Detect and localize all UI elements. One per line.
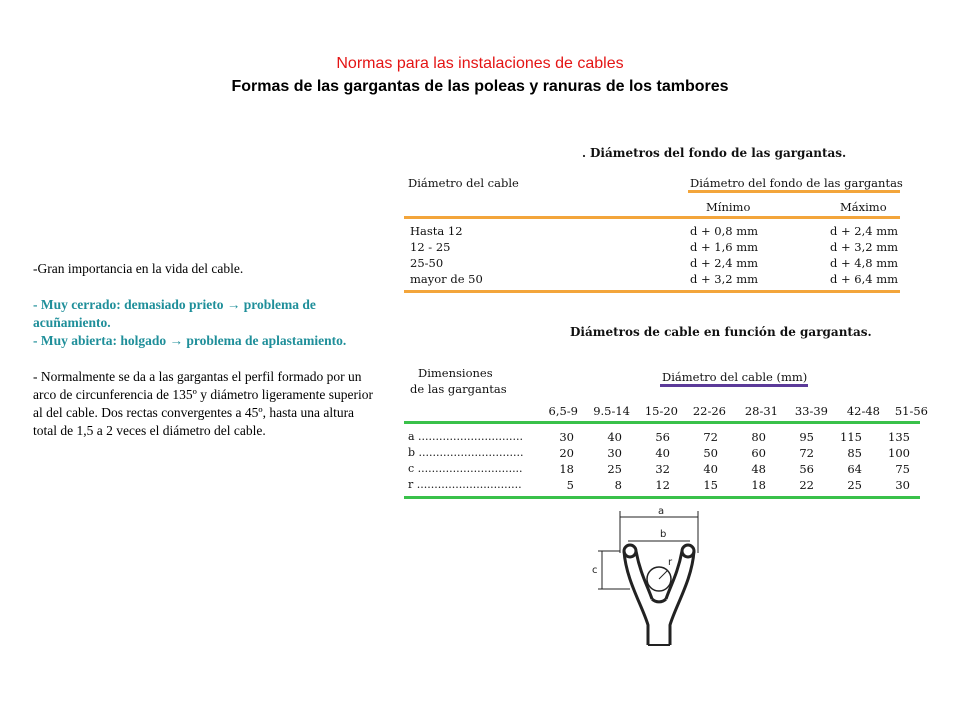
table1-subheader-rule [688, 190, 900, 193]
table1-title: Diámetros del fondo de las gargantas. [590, 146, 847, 160]
note-muy-cerrado: - Muy cerrado: demasiado prieto → problema de acuñamiento. [33, 297, 316, 330]
table2-subheader-rule [660, 384, 808, 387]
notes-text [33, 260, 378, 440]
table1-header-rule [404, 216, 900, 219]
dim-r-label: r [668, 557, 673, 568]
page-subtitle: Formas de las gargantas de las poleas y ranuras de los tambores [231, 78, 729, 95]
note-muy-abierta: - Muy abierta: holgado → problema de aplastamiento. [33, 333, 347, 348]
table1-header-diametro-cable: Diámetro del cable [408, 176, 519, 190]
table2-header-diametro-cable: Diámetro del cable (mm) [662, 370, 808, 384]
table1-header-maximo: Máximo [840, 200, 887, 214]
table1-bottom-rule [404, 290, 900, 293]
note-perfil: - Normalmente se da a las gargantas el perfil formado por un arco de circunferencia de 135º y diámetro ligeramente superior al del cable. Dos rectas convergentes a 45º, hasta una altura total de 1,5 a 2 veces el diámetro del cable. [33, 369, 374, 438]
note-importance: -Gran importancia en la vida del cable. [33, 261, 244, 276]
table2-title: Diámetros de cable en función de gargantas. [570, 325, 872, 339]
dim-b-label: b [660, 529, 667, 540]
page-title: Normas para las instalaciones de cables [336, 55, 624, 72]
table2-header-de-las-gargantas: de las gargantas [410, 382, 507, 396]
table1-dot: . [582, 146, 587, 160]
table2-bottom-rule [404, 496, 920, 499]
table2-header-rule [404, 421, 920, 424]
table1-header-minimo: Mínimo [706, 200, 751, 214]
table2-header-dimensiones: Dimensiones [418, 366, 493, 380]
groove-profile-diagram [590, 505, 720, 660]
table1-header-diametro-fondo: Diámetro del fondo de las gargantas [690, 176, 903, 190]
dim-c-label: c [592, 565, 598, 576]
dim-a-label: a [658, 506, 665, 517]
